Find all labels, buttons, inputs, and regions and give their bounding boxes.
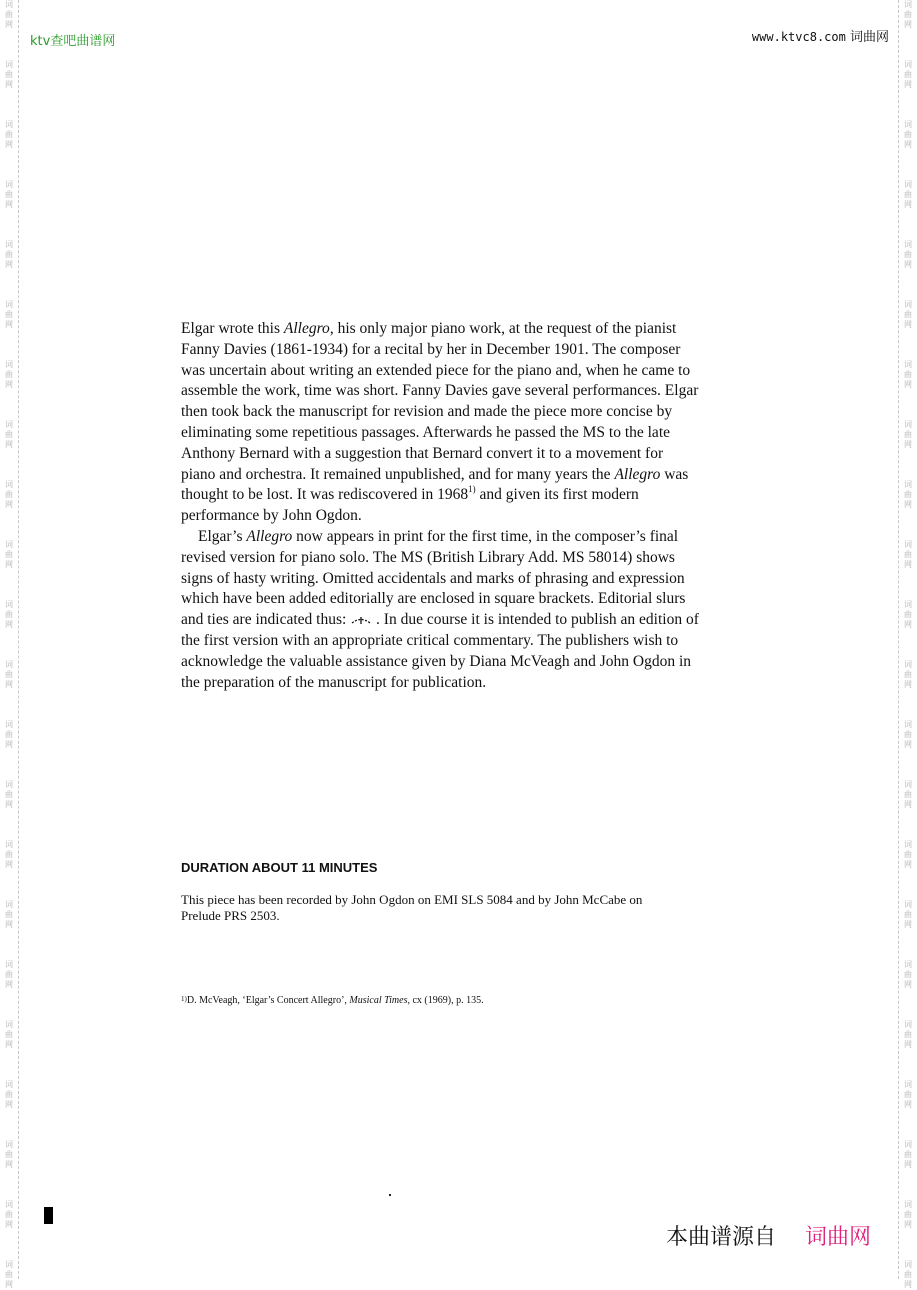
- header-site-name-right[interactable]: 词曲网: [849, 30, 889, 45]
- watermark-glyphs: [901, 0, 915, 30]
- right-margin-rule: [898, 0, 917, 1289]
- watermark-glyphs: [2, 540, 16, 570]
- watermark-glyph: 词: [5, 60, 13, 69]
- watermark-glyphs: [2, 480, 16, 510]
- watermark-glyphs: [2, 300, 16, 330]
- watermark-glyph: 词: [904, 720, 912, 729]
- watermark-glyph: 曲: [5, 490, 13, 499]
- watermark-glyph: 曲: [5, 910, 13, 919]
- watermark-glyph: 词: [5, 300, 13, 309]
- watermark-glyph: 词: [904, 60, 912, 69]
- watermark-glyph: 网: [5, 200, 13, 209]
- watermark-glyph: 网: [904, 20, 912, 29]
- watermark-glyphs: [2, 840, 16, 870]
- watermark-glyphs: [2, 1200, 16, 1230]
- editorial-slur-icon: [350, 615, 372, 627]
- watermark-glyph: 网: [904, 440, 912, 449]
- watermark-glyph: 词: [904, 360, 912, 369]
- watermark-glyph: 网: [5, 260, 13, 269]
- watermark-glyph: 词: [904, 600, 912, 609]
- watermark-glyph: 网: [904, 500, 912, 509]
- watermark-glyph: 网: [5, 1280, 13, 1289]
- watermark-glyph: 词: [904, 900, 912, 909]
- watermark-glyphs: [901, 360, 915, 390]
- watermark-glyph: 网: [904, 860, 912, 869]
- watermark-glyphs: [2, 0, 16, 30]
- watermark-glyph: 词: [5, 780, 13, 789]
- header-url[interactable]: www.ktvc8.com: [751, 30, 846, 44]
- watermark-glyph: 曲: [5, 850, 13, 859]
- watermark-glyph: 曲: [904, 430, 912, 439]
- watermark-glyph: 曲: [904, 250, 912, 259]
- watermark-glyph: 网: [5, 620, 13, 629]
- watermark-glyph: 词: [5, 1260, 13, 1269]
- watermark-glyph: 词: [5, 240, 13, 249]
- watermark-glyph: 词: [5, 1080, 13, 1089]
- watermark-glyph: 曲: [5, 610, 13, 619]
- watermark-glyph: 词: [5, 1200, 13, 1209]
- watermark-glyph: 词: [5, 180, 13, 189]
- watermark-glyph: 网: [5, 1220, 13, 1229]
- recordings-note: This piece has been recorded by John Ogdon on EMI SLS 5084 and by John McCabe on Prelude PRS 2503.: [181, 892, 643, 923]
- watermark-glyph: 网: [904, 260, 912, 269]
- watermark-glyph: 网: [5, 800, 13, 809]
- watermark-glyph: 曲: [904, 730, 912, 739]
- watermark-glyph: 网: [5, 980, 13, 989]
- text-run: . In due course it is intended to publish an edition of the first version with an appropriate critical commentary. The publishers wish to acknowledge the valuable assistance given by Diana McVeagh and John Ogdon in the preparation of the manuscript for publication.: [181, 611, 699, 691]
- watermark-glyphs: [2, 1020, 16, 1050]
- watermark-glyph: 曲: [5, 550, 13, 559]
- watermark-glyph: 曲: [904, 190, 912, 199]
- watermark-glyph: 词: [904, 1080, 912, 1089]
- watermark-glyph: 曲: [904, 1150, 912, 1159]
- watermark-glyph: 网: [5, 560, 13, 569]
- watermark-glyph: 网: [5, 680, 13, 689]
- watermark-glyph: 网: [904, 800, 912, 809]
- watermark-glyph: 曲: [5, 1270, 13, 1279]
- text-run: Elgar wrote this: [181, 320, 284, 337]
- watermark-glyph: 词: [5, 900, 13, 909]
- title-allegro: Allegro: [614, 465, 661, 483]
- watermark-glyphs: [901, 1020, 915, 1050]
- watermark-glyph: 网: [904, 1280, 912, 1289]
- watermark-glyph: 网: [5, 20, 13, 29]
- watermark-glyph: 词: [5, 1020, 13, 1029]
- watermark-glyph: 词: [904, 1140, 912, 1149]
- watermark-glyph: 词: [904, 0, 912, 9]
- watermark-glyph: 网: [5, 320, 13, 329]
- watermark-glyphs: [2, 60, 16, 90]
- text-run: , his only major piano work, at the request of the pianist Fanny Davies (1861-1934) for a recital by her in December 1901. The composer was uncertain about writing an extended piece for the piano and, when he came to assemble the work, time was short. Fanny Davies gave several performances. Elgar then took back the manuscript for revision and made the piece more concise by eliminating some repetitious passages. Afterwards he passed the MS to the late Anthony Bernard with a suggestion that Bernard convert it to a movement for piano and orchestra. It remained unpublished, and for many years the: [181, 320, 699, 483]
- watermark-glyph: 词: [5, 420, 13, 429]
- page-dot: [389, 1194, 391, 1196]
- header-site-name-left[interactable]: ktv查吧曲谱网: [30, 34, 116, 49]
- watermark-glyph: 网: [904, 1220, 912, 1229]
- watermark-glyph: 网: [904, 80, 912, 89]
- watermark-glyphs: [901, 660, 915, 690]
- watermark-glyphs: [2, 1080, 16, 1110]
- watermark-glyph: 网: [904, 920, 912, 929]
- watermark-glyph: 网: [904, 380, 912, 389]
- watermark-glyph: 词: [5, 660, 13, 669]
- footer-brand[interactable]: 词曲网: [804, 1225, 871, 1250]
- watermark-glyph: 网: [904, 620, 912, 629]
- watermark-glyph: 网: [904, 320, 912, 329]
- watermark-glyph: 网: [904, 140, 912, 149]
- watermark-glyphs: [901, 1260, 915, 1290]
- title-allegro: Allegro: [246, 527, 293, 545]
- watermark-glyph: 网: [904, 1160, 912, 1169]
- watermark-glyph: 网: [5, 1100, 13, 1109]
- watermark-glyph: 网: [5, 440, 13, 449]
- watermark-glyph: 曲: [5, 1030, 13, 1039]
- watermark-glyph: 网: [904, 1100, 912, 1109]
- footnote-journal: Musical Times: [349, 995, 408, 1006]
- watermark-glyph: 词: [904, 300, 912, 309]
- watermark-glyphs: [2, 780, 16, 810]
- watermark-glyphs: [2, 720, 16, 750]
- watermark-glyph: 曲: [904, 130, 912, 139]
- watermark-glyph: 词: [904, 1260, 912, 1269]
- watermark-glyph: 词: [904, 180, 912, 189]
- watermark-glyph: 网: [5, 140, 13, 149]
- footnote-text: D. McVeagh, ‘Elgar’s Concert Allegro’,: [186, 995, 350, 1006]
- watermark-glyph: 曲: [904, 910, 912, 919]
- watermark-glyph: 词: [5, 540, 13, 549]
- watermark-glyphs: [901, 480, 915, 510]
- footnote: [181, 995, 484, 1006]
- watermark-glyph: 词: [904, 1020, 912, 1029]
- watermark-glyph: 曲: [904, 970, 912, 979]
- footer: [666, 1220, 871, 1251]
- watermark-glyph: 网: [5, 380, 13, 389]
- watermark-glyph: 词: [904, 660, 912, 669]
- watermark-glyph: 网: [904, 1040, 912, 1049]
- introduction-text: [181, 319, 701, 693]
- footnote-ref: 1): [468, 484, 476, 495]
- watermark-glyph: 词: [904, 480, 912, 489]
- watermark-glyph: 曲: [904, 1090, 912, 1099]
- watermark-glyph: 网: [5, 1040, 13, 1049]
- watermark-glyph: 词: [904, 840, 912, 849]
- watermark-glyphs: [2, 1140, 16, 1170]
- watermark-glyphs: [901, 540, 915, 570]
- watermark-glyphs: [901, 300, 915, 330]
- watermark-glyphs: [901, 120, 915, 150]
- watermark-glyph: 曲: [5, 430, 13, 439]
- watermark-glyph: 网: [5, 740, 13, 749]
- watermark-glyph: 网: [5, 860, 13, 869]
- watermark-glyphs: [2, 120, 16, 150]
- watermark-glyph: 曲: [904, 1270, 912, 1279]
- watermark-glyph: 曲: [5, 250, 13, 259]
- watermark-glyphs: [2, 960, 16, 990]
- watermark-glyph: 曲: [904, 490, 912, 499]
- watermark-glyph: 曲: [904, 310, 912, 319]
- watermark-glyph: 曲: [904, 1030, 912, 1039]
- watermark-glyph: 词: [5, 120, 13, 129]
- watermark-glyph: 网: [5, 80, 13, 89]
- watermark-glyphs: [901, 420, 915, 450]
- watermark-glyph: 曲: [5, 70, 13, 79]
- watermark-glyph: 曲: [5, 790, 13, 799]
- left-margin-rule: [0, 0, 19, 1289]
- watermark-glyph: 词: [5, 1140, 13, 1149]
- watermark-glyphs: [2, 360, 16, 390]
- watermark-glyph: 曲: [904, 370, 912, 379]
- watermark-glyph: 曲: [5, 310, 13, 319]
- watermark-glyph: 词: [5, 480, 13, 489]
- watermark-glyphs: [901, 900, 915, 930]
- watermark-glyphs: [2, 420, 16, 450]
- watermark-glyph: 词: [5, 840, 13, 849]
- scan-mark: [44, 1207, 53, 1224]
- watermark-glyph: 曲: [904, 550, 912, 559]
- watermark-glyph: 词: [5, 960, 13, 969]
- watermark-glyph: 词: [904, 120, 912, 129]
- watermark-glyphs: [901, 180, 915, 210]
- watermark-glyph: 网: [904, 560, 912, 569]
- watermark-glyph: 曲: [904, 610, 912, 619]
- watermark-glyph: 词: [5, 720, 13, 729]
- watermark-glyph: 曲: [5, 670, 13, 679]
- watermark-glyph: 曲: [904, 10, 912, 19]
- title-allegro: Allegro: [283, 320, 330, 337]
- watermark-glyphs: [901, 1140, 915, 1170]
- duration-note: DURATION ABOUT 11 MINUTES: [181, 860, 378, 875]
- watermark-glyph: 词: [5, 600, 13, 609]
- watermark-glyphs: [901, 600, 915, 630]
- watermark-glyph: 曲: [904, 70, 912, 79]
- watermark-glyphs: [901, 60, 915, 90]
- watermark-glyph: 曲: [5, 1090, 13, 1099]
- watermark-glyphs: [901, 240, 915, 270]
- watermark-glyphs: [901, 1200, 915, 1230]
- watermark-glyph: 网: [5, 920, 13, 929]
- watermark-glyph: 词: [5, 360, 13, 369]
- watermark-glyph: 词: [904, 1200, 912, 1209]
- text-run: Elgar’s: [198, 527, 247, 545]
- text-run: and given its first modern performance by John Ogdon.: [181, 486, 639, 525]
- watermark-glyph: 曲: [5, 1210, 13, 1219]
- watermark-glyphs: [2, 240, 16, 270]
- watermark-glyph: 曲: [904, 670, 912, 679]
- watermark-glyph: 网: [904, 200, 912, 209]
- watermark-glyph: 网: [904, 680, 912, 689]
- watermark-glyphs: [901, 840, 915, 870]
- text-run: was thought to be lost. It was rediscovered in 1968: [181, 465, 689, 504]
- intro-paragraph-2: [181, 527, 701, 693]
- watermark-glyphs: [2, 1260, 16, 1290]
- watermark-glyphs: [901, 1080, 915, 1110]
- watermark-glyphs: [2, 900, 16, 930]
- intro-paragraph-1: [181, 319, 701, 527]
- watermark-glyphs: [901, 780, 915, 810]
- watermark-glyph: 网: [904, 740, 912, 749]
- header-right: [752, 26, 889, 45]
- watermark-glyph: 曲: [5, 1150, 13, 1159]
- watermark-glyph: 曲: [904, 790, 912, 799]
- watermark-glyph: 曲: [5, 130, 13, 139]
- watermark-glyph: 曲: [5, 190, 13, 199]
- watermark-glyph: 网: [904, 980, 912, 989]
- watermark-glyphs: [2, 660, 16, 690]
- watermark-glyphs: [2, 180, 16, 210]
- watermark-glyph: 曲: [5, 370, 13, 379]
- footnote-text: , cx (1969), p. 135.: [407, 995, 484, 1006]
- watermark-glyph: 曲: [5, 10, 13, 19]
- watermark-glyphs: [901, 960, 915, 990]
- watermark-glyph: 词: [904, 960, 912, 969]
- watermark-glyph: 曲: [904, 850, 912, 859]
- watermark-glyph: 词: [5, 0, 13, 9]
- watermark-glyph: 曲: [904, 1210, 912, 1219]
- watermark-glyph: 网: [5, 1160, 13, 1169]
- text-run: now appears in print for the first time, in the composer’s final revised version for piano solo. The MS (British Library Add. MS 58014) shows signs of hasty writing. Omitted accidentals and marks of phrasing and expression which have been added editorially are enclosed in square brackets. Editorial slurs and ties are indicated thus:: [181, 527, 686, 629]
- watermark-glyphs: [2, 600, 16, 630]
- watermark-glyph: 词: [904, 240, 912, 249]
- watermark-glyph: 网: [5, 500, 13, 509]
- watermark-glyph: 词: [904, 420, 912, 429]
- watermark-glyph: 词: [904, 540, 912, 549]
- footer-source-label: 本曲谱源自: [665, 1225, 776, 1250]
- watermark-glyph: 曲: [5, 730, 13, 739]
- watermark-glyphs: [901, 720, 915, 750]
- watermark-glyph: 曲: [5, 970, 13, 979]
- watermark-glyph: 词: [904, 780, 912, 789]
- footnote-marker: 1): [181, 995, 187, 1003]
